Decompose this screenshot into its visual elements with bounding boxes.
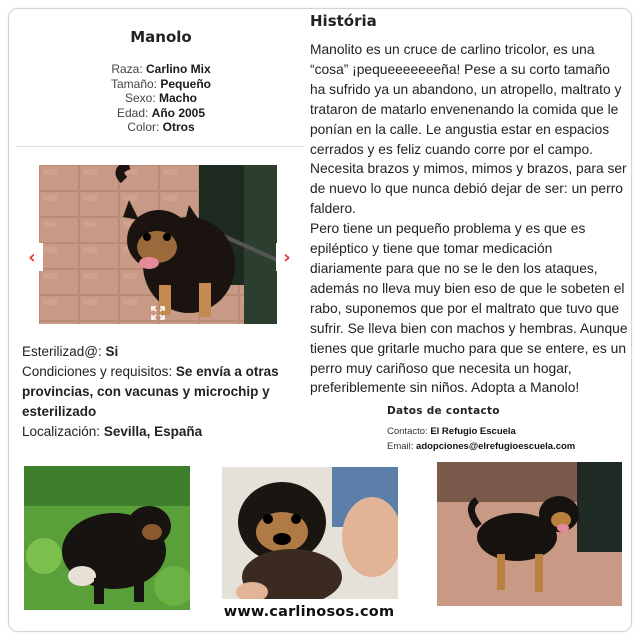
dog-name: Manolo [130, 28, 192, 46]
history-paragraph: Manolito es un cruce de carlino tricolor, es una “cosa” ¡pequeeeeeeeña! Pese a su corto tamaño ha sufrido ya un abandono, un atropello, maltrato y trataron de matarlo envenenando la comida que le ponían en la calle. Le angustia estar en espacios cerrados y es feliz cuando corre por el campo. Necesita brazos y mimos, mimos y brazos, para ser de nuevo lo que nunca debió dejar de ser: un perro faldero. [310, 42, 627, 217]
dog-photo-grass[interactable] [24, 466, 190, 610]
divider [16, 146, 304, 147]
chevron-left-icon: ‹ [28, 246, 36, 268]
adoption-details [22, 342, 298, 442]
dog-photo-closeup[interactable] [222, 467, 398, 599]
history-text [310, 40, 628, 398]
site-url[interactable]: www.carlinosos.com [223, 604, 395, 620]
fact-size: Tamaño: Pequeño [110, 76, 212, 91]
chevron-right-icon: › [283, 246, 291, 268]
dog-photo-standing[interactable] [437, 462, 622, 606]
history-paragraph: Pero tiene un pequeño problema y es que es epiléptico y tiene que tomar medicación diariamente para que no se le den los ataques, además no lleva muy bien eso de que le sobeten el rabo, suponemos que por el maltrato que tuvo que sufrir. Se lleva bien con machos y hembras. Aunque tienes que gritarle mucho para que se entere, es un perro muy cariñoso que necesita un hogar, preferiblemente sin niños. Adopta a Manolo! [310, 221, 628, 396]
detail-conditions: Condiciones y requisitos: Se envía a otras provincias, con vacunas y microchip y esterilizado [22, 364, 279, 419]
contact-info [387, 424, 575, 454]
detail-sterilized: Esterilizad@: Si [22, 344, 119, 359]
fact-breed: Raza: Carlino Mix [111, 62, 211, 76]
gallery-next-button[interactable] [276, 243, 298, 271]
history-title: História [310, 12, 377, 30]
contact-email-row[interactable]: Email: adopciones@elrefugioescuela.com [387, 441, 576, 452]
expand-icon[interactable] [151, 305, 165, 319]
gallery-photo[interactable] [39, 165, 277, 324]
profile-facts [20, 62, 302, 135]
detail-location: Localización: Sevilla, España [22, 424, 203, 439]
fact-age: Edad: Año 2005 [116, 105, 206, 120]
contact-title: Datos de contacto [387, 405, 500, 417]
fact-sex: Sexo: Macho [124, 91, 198, 105]
gallery-prev-button[interactable] [21, 243, 43, 271]
contact-name-row: Contacto: El Refugio Escuela [387, 426, 516, 437]
fact-color: Color: Otros [127, 120, 195, 134]
